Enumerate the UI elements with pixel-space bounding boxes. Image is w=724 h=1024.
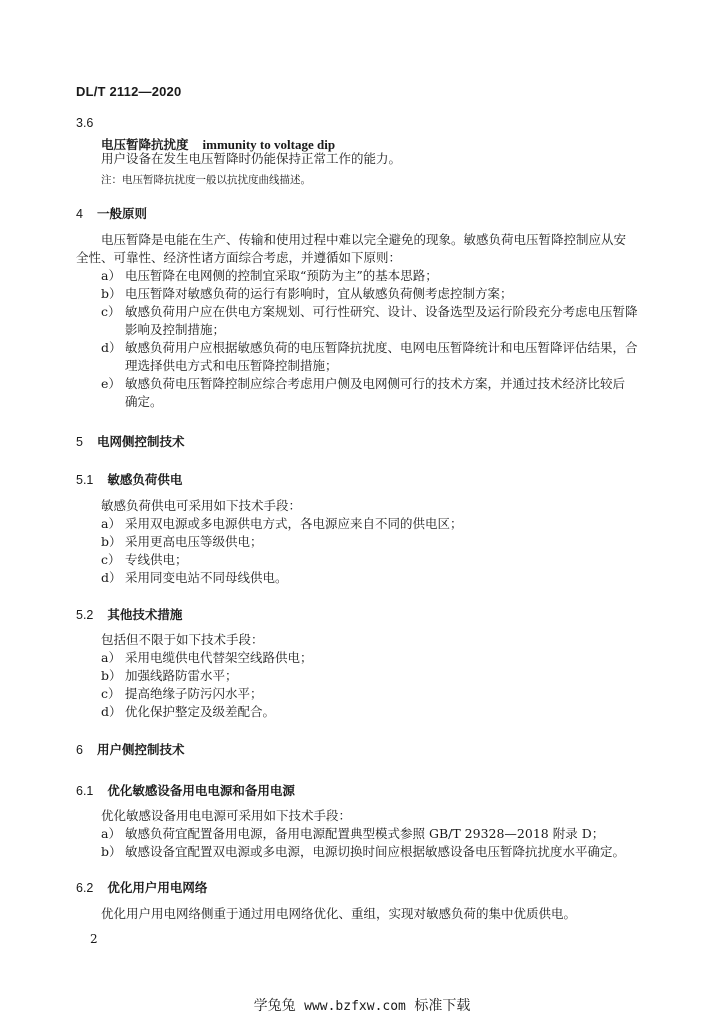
list-item: e） 敏感负荷电压暂降控制应综合考虑用户侧及电网侧可行的技术方案，并通过技术经济比较后 确定。	[101, 376, 626, 409]
term-note: 注：电压暂降抗扰度一般以抗扰度曲线描述。	[101, 174, 311, 186]
list-item: c） 敏感负荷用户应在供电方案规划、可行性研究、设计、设备选型及运行阶段充分考虑电压暂降 影响及控制措施；	[101, 304, 638, 337]
footer-site-name: 学兔兔	[253, 998, 296, 1014]
list-item: a） 电压暂降在电网侧的控制宜采取“预防为主”的基本思路；	[101, 268, 438, 283]
section-4-heading	[76, 203, 147, 222]
section-4-paragraph-line-1: 电压暂降是电能在生产、传输和使用过程中难以完全避免的现象。敏感负荷电压暂降控制应从安	[101, 232, 627, 247]
section-number: 5.2	[76, 608, 94, 622]
section-number: 4	[76, 207, 83, 221]
section-number: 5.1	[76, 473, 94, 487]
subsection-5-2-heading	[76, 604, 182, 623]
footer-url-link[interactable]: www.bzfxw.com	[304, 999, 406, 1014]
list-item: d） 采用同变电站不同母线供电。	[101, 570, 288, 585]
list-item: a） 采用电缆供电代替架空线路供电；	[101, 650, 313, 665]
list-item: d） 敏感负荷用户应根据敏感负荷的电压暂降抗扰度、电网电压暂降统计和电压暂降评估结果，合 理选择供电方式和电压暂降控制措施；	[101, 340, 638, 373]
term-english: immunity to voltage dip	[202, 137, 336, 152]
subsection-6-2-paragraph: 优化用户用电网络侧重于通过用电网络优化、重组，实现对敏感负荷的集中优质供电。	[101, 906, 577, 921]
subsection-6-1-list	[101, 825, 625, 861]
list-item: c） 专线供电；	[101, 552, 188, 567]
subsection-6-1-intro: 优化敏感设备用电电源可采用如下技术手段：	[101, 808, 352, 823]
list-item: b） 电压暂降对敏感负荷的运行有影响时，宜从敏感负荷侧考虑控制方案；	[101, 286, 513, 301]
list-item: b） 采用更高电压等级供电；	[101, 534, 263, 549]
clause-number-3-6: 3.6	[76, 116, 94, 130]
section-title: 优化用户用电网络	[107, 880, 208, 895]
section-title: 电网侧控制技术	[96, 434, 185, 449]
section-title: 敏感负荷供电	[107, 472, 183, 487]
subsection-6-2-heading	[76, 877, 207, 896]
subsection-6-1-heading	[76, 780, 295, 799]
footer-download-label: 标准下载	[414, 998, 471, 1014]
term-definition: 用户设备在发生电压暂降时仍能保持正常工作的能力。	[101, 151, 402, 166]
section-title: 用户侧控制技术	[96, 742, 185, 757]
section-number: 5	[76, 435, 83, 449]
list-item: a） 采用双电源或多电源供电方式，各电源应来自不同的供电区；	[101, 516, 463, 531]
list-item: a） 敏感负荷宜配置备用电源，备用电源配置典型模式参照 GB/T 29328—2018 附录 D；	[101, 826, 605, 841]
list-item: d） 优化保护整定及级差配合。	[101, 704, 276, 719]
watermark-footer	[0, 995, 724, 1015]
subsection-5-1-intro: 敏感负荷供电可采用如下技术手段：	[101, 498, 302, 513]
subsection-5-1-heading	[76, 469, 182, 488]
subsection-5-2-list	[101, 649, 313, 721]
section-title: 其他技术措施	[107, 607, 183, 622]
list-item: b） 敏感设备宜配置双电源或多电源，电源切换时间应根据敏感设备电压暂降抗扰度水平确定。	[101, 844, 626, 859]
section-4-paragraph-line-2: 全性、可靠性、经济性诸方面综合考虑，并遵循如下原则：	[76, 250, 402, 265]
section-number: 6	[76, 743, 83, 757]
document-id-header: DL/T 2112—2020	[76, 84, 182, 99]
subsection-5-1-list	[101, 515, 463, 587]
list-item: b） 加强线路防雷水平；	[101, 668, 238, 683]
term-chinese: 电压暂降抗扰度	[101, 137, 189, 152]
section-number: 6.2	[76, 881, 94, 895]
list-item: c） 提高绝缘子防污闪水平；	[101, 686, 263, 701]
section-title: 优化敏感设备用电电源和备用电源	[107, 783, 295, 798]
section-6-heading	[76, 739, 184, 758]
subsection-5-2-intro: 包括但不限于如下技术手段：	[101, 632, 264, 647]
section-number: 6.1	[76, 784, 94, 798]
section-title: 一般原则	[96, 206, 147, 221]
section-4-list	[101, 267, 661, 411]
section-5-heading	[76, 431, 184, 450]
page-number: 2	[90, 932, 98, 946]
